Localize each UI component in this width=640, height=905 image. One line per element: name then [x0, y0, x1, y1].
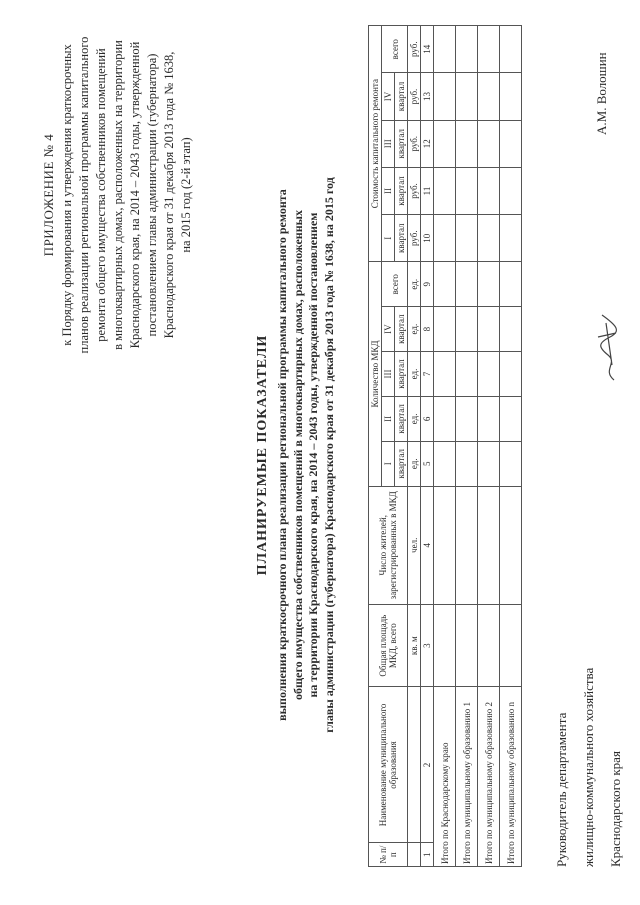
appendix-line: Краснодарского края, на 2014 – 2043 годы, утвержденной: [128, 41, 142, 349]
header-quarter: квартал: [395, 73, 408, 120]
column-number: 9: [421, 262, 434, 307]
column-number: 8: [421, 307, 434, 352]
column-number: 5: [421, 441, 434, 486]
unit-rub: руб.: [408, 215, 421, 262]
unit-count: ед.: [408, 352, 421, 397]
unit-area: кв. м: [408, 604, 421, 687]
appendix-line: к Порядку формирования и утверждения краткосрочных: [60, 44, 74, 346]
header-q4-cost: IV: [382, 73, 395, 120]
column-number: 12: [421, 120, 434, 167]
unit-count: ед.: [408, 262, 421, 307]
title-line: на территории Краснодарского края, на 2014 – 2043 годы, утвержденной постановлением: [306, 212, 320, 698]
unit-rub: руб.: [408, 120, 421, 167]
unit-rub: руб.: [408, 73, 421, 120]
header-quarter: квартал: [395, 167, 408, 214]
appendix-line: планов реализации региональной программы капитального: [77, 36, 91, 354]
column-number: 3: [421, 604, 434, 687]
header-quarter: квартал: [395, 215, 408, 262]
table-row: [500, 26, 522, 867]
header-cost-total: всего: [382, 26, 408, 73]
title-main: ПЛАНИРУЕМЫЕ ПОКАЗАТЕЛИ: [255, 334, 270, 576]
unit-cell: [408, 843, 421, 867]
header-quarter: квартал: [395, 441, 408, 486]
appendix-line: в многоквартирных домах, расположенных на территории: [111, 40, 125, 350]
signer-line: Руководитель департамента: [554, 712, 569, 867]
column-number: 2: [421, 687, 434, 843]
indicators-table: [368, 25, 522, 867]
unit-rub: руб.: [408, 167, 421, 214]
unit-people: чел.: [408, 486, 421, 604]
table-row: [456, 26, 478, 867]
document-title: [255, 45, 337, 865]
appendix-header: [40, 30, 195, 360]
header-q1-cost: I: [382, 215, 395, 262]
title-line: выполнения краткосрочного плана реализации региональной программы капитального ремонта: [275, 189, 289, 721]
header-q2-count: II: [382, 396, 395, 441]
header-q3-count: III: [382, 352, 395, 397]
appendix-line: постановлением главы администрации (губернатора): [145, 53, 159, 337]
row-label: Итого по муниципальному образованию n: [500, 687, 522, 867]
row-label: Итого по муниципальному образованию 1: [456, 687, 478, 867]
header-quarter: квартал: [395, 307, 408, 352]
header-count-total: всего: [382, 262, 408, 307]
header-mkd-count: Количество МКД: [369, 262, 382, 486]
header-quarter: квартал: [395, 120, 408, 167]
handwritten-signature: [592, 305, 622, 385]
column-number: 6: [421, 396, 434, 441]
column-number: 1: [421, 843, 434, 867]
signer-block: [548, 668, 629, 867]
signer-line: жилищно-коммунального хозяйства: [581, 667, 596, 867]
column-number: 13: [421, 73, 434, 120]
header-quarter: квартал: [395, 352, 408, 397]
row-label: Итого по Краснодарскому краю: [434, 687, 456, 867]
column-number: 7: [421, 352, 434, 397]
header-num: № п/п: [369, 843, 408, 867]
table-row: [478, 26, 500, 867]
column-number: 4: [421, 486, 434, 604]
header-q4-count: IV: [382, 307, 395, 352]
appendix-line: на 2015 год (2-й этап): [179, 137, 193, 253]
signer-name: А.М. Волошин: [594, 52, 609, 135]
signer-line: Краснодарского края: [608, 751, 623, 867]
header-q1-count: I: [382, 441, 395, 486]
header-residents: Число жителей, зарегистрированных в МКД: [369, 486, 408, 604]
header-q3-cost: III: [382, 120, 395, 167]
unit-count: ед.: [408, 396, 421, 441]
title-line: общего имущества собственников помещений в многоквартирных домах, расположенных: [290, 210, 305, 701]
appendix-line: Краснодарского края от 31 декабря 2013 года № 1638,: [162, 51, 176, 339]
appendix-heading: ПРИЛОЖЕНИЕ № 4: [41, 133, 56, 257]
column-number: 14: [421, 26, 434, 73]
header-municipality: Наименование муниципального образования: [369, 687, 408, 843]
header-q2-cost: II: [382, 167, 395, 214]
header-area: Общая площадь МКД, всего: [369, 604, 408, 687]
column-number: 11: [421, 167, 434, 214]
title-line: главы администрации (губернатора) Краснодарского края от 31 декабря 2013 года № 1638, на 2015 год: [321, 177, 336, 733]
table-row: [434, 26, 456, 867]
unit-count: ед.: [408, 307, 421, 352]
row-label: Итого по муниципальному образованию 2: [478, 687, 500, 867]
unit-rub: руб.: [408, 26, 421, 73]
unit-count: ед.: [408, 441, 421, 486]
column-number: 10: [421, 215, 434, 262]
appendix-line: ремонта общего имущества собственников помещений: [94, 48, 108, 342]
unit-cell: [408, 687, 421, 843]
header-quarter: квартал: [395, 396, 408, 441]
header-repair-cost: Стоимость капитального ремонта: [369, 26, 382, 262]
